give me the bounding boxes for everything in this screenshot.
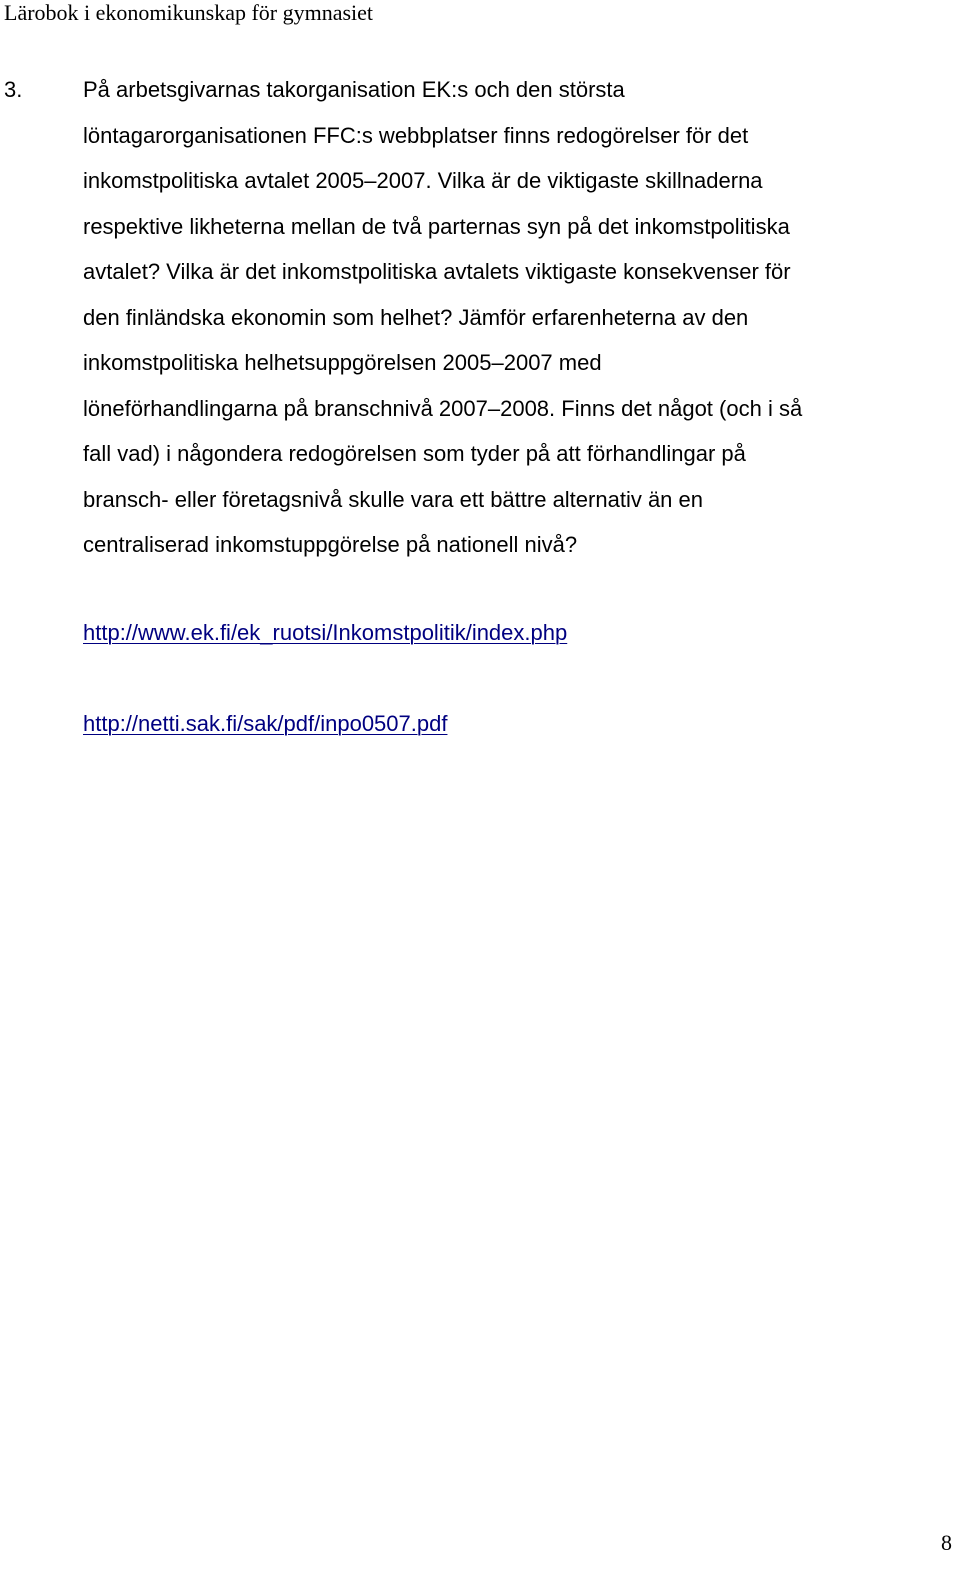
question-3 xyxy=(4,67,954,568)
question-line: bransch- eller företagsnivå skulle vara ett bättre alternativ än en xyxy=(83,486,703,512)
sak-pdf-link[interactable]: http://netti.sak.fi/sak/pdf/inpo0507.pdf xyxy=(83,711,448,736)
question-line: löntagarorganisationen FFC:s webbplatser finns redogörelser för det xyxy=(83,122,749,148)
question-line: fall vad) i någondera redogörelsen som tyder på att förhandlingar på xyxy=(83,441,746,466)
question-line: respektive likheterna mellan de två parternas syn på det inkomstpolitiska xyxy=(83,213,790,239)
ek-inkomstpolitik-link[interactable]: http://www.ek.fi/ek_ruotsi/Inkomstpolitik/index.php xyxy=(83,620,568,645)
question-text xyxy=(83,67,954,568)
question-line: inkomstpolitiska helhetsuppgörelsen 2005–2007 med xyxy=(83,350,602,375)
running-header: Lärobok i ekonomikunskap för gymnasiet xyxy=(4,0,374,25)
question-line: På arbetsgivarnas takorganisation EK:s och den största xyxy=(83,77,625,102)
question-line: avtalet? Vilka är det inkomstpolitiska avtalets viktigaste konsekvenser för xyxy=(83,259,791,284)
question-line: inkomstpolitiska avtalet 2005–2007. Vilka är de viktigaste skillnaderna xyxy=(83,168,763,193)
question-line: den finländska ekonomin som helhet? Jämför erfarenheterna av den xyxy=(83,304,749,330)
page-number: 8 xyxy=(941,1530,952,1555)
question-line: löneförhandlingarna på branschnivå 2007–2008. Finns det något (och i så xyxy=(83,395,803,421)
question-number: 3. xyxy=(4,77,23,102)
question-line: centraliserad inkomstuppgörelse på nationell nivå? xyxy=(83,532,578,557)
